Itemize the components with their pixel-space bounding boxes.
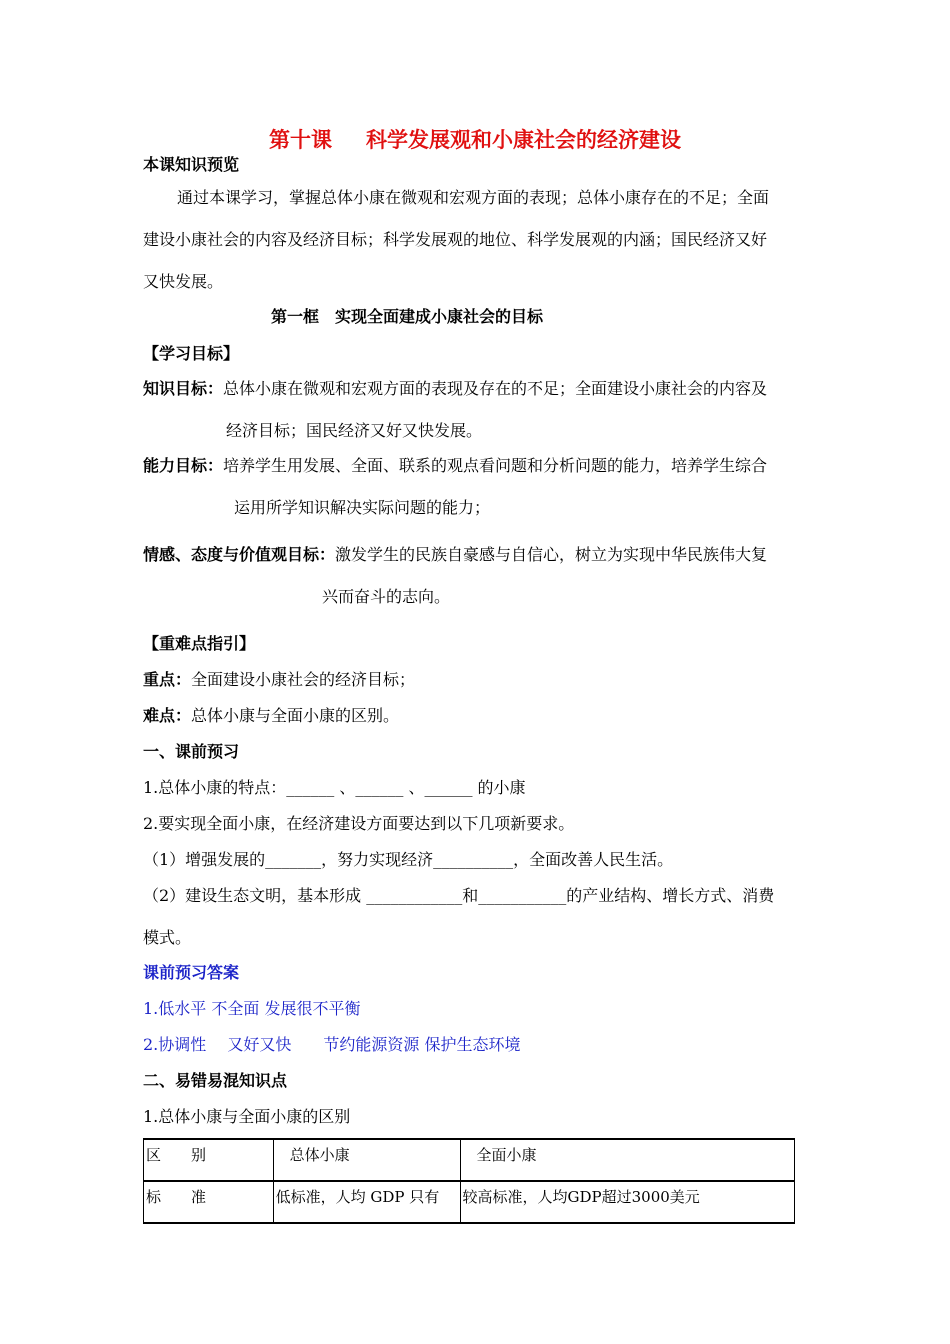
section-heading: 第一框 实现全面建成小康社会的目标: [271, 307, 544, 326]
question-2-2: （2）建设生态文明，基本形成 ____________和___________的产业结构、增长方式、消费: [143, 886, 775, 905]
knowledge-goal-cont: 经济目标；国民经济又好又快发展。: [226, 421, 483, 440]
emotion-goal-label: 情感、态度与价值观目标：: [143, 545, 336, 564]
table-header-cell: 区 别: [144, 1139, 274, 1181]
question-2: 2.要实现全面小康，在经济建设方面要达到以下几项新要求。: [143, 814, 575, 833]
focus-point: [143, 670, 415, 690]
emotion-goal-cont: 兴而奋斗的志向。: [322, 587, 451, 606]
emotion-goal: [143, 545, 767, 565]
confusing-section-heading: 二、易错易混知识点: [143, 1071, 288, 1090]
preview-line-2: 建设小康社会的内容及经济目标；科学发展观的地位、科学发展观的内涵；国民经济又好: [143, 230, 768, 249]
difficulty-point: [143, 706, 399, 726]
question-2-2-cont: 模式。: [143, 928, 192, 947]
table-header-cell: 总体小康: [273, 1139, 460, 1181]
preview-line-3: 又快发展。: [143, 272, 224, 291]
lesson-number: 第十课: [269, 128, 332, 152]
difficulty-label: 难点：: [143, 706, 192, 725]
table-cell: 低标准，人均 GDP 只有: [273, 1181, 460, 1223]
emotion-goal-text: 激发学生的民族自豪感与自信心，树立为实现中华民族伟大复: [335, 545, 768, 564]
ability-goal-cont: 运用所学知识解决实际问题的能力；: [234, 498, 491, 517]
confusing-item-1: 1.总体小康与全面小康的区别: [143, 1107, 351, 1126]
table-cell: 较高标准，人均GDP超过3000美元: [460, 1181, 794, 1223]
answer-2: 2.协调性 又好又快 节约能源资源 保护生态环境: [143, 1035, 521, 1054]
preview-section-heading: 一、课前预习: [143, 742, 240, 761]
answer-1: 1.低水平 不全面 发展很不平衡: [143, 999, 361, 1018]
focus-label: 重点：: [143, 670, 192, 689]
knowledge-goal: [143, 379, 767, 399]
lesson-title: [0, 124, 950, 154]
table-row: [144, 1181, 795, 1223]
ability-goal-text: 培养学生用发展、全面、联系的观点看问题和分析问题的能力，培养学生综合: [223, 456, 768, 475]
keypoints-heading: 【重难点指引】: [143, 634, 256, 653]
preview-line-1: 通过本课学习，掌握总体小康在微观和宏观方面的表现；总体小康存在的不足；全面: [177, 188, 770, 207]
table-cell: 标 准: [144, 1181, 274, 1223]
question-2-1: （1）增强发展的_______，努力实现经济__________，全面改善人民生活。: [143, 850, 674, 869]
difficulty-text: 总体小康与全面小康的区别。: [191, 706, 400, 725]
ability-goal: [143, 456, 767, 476]
knowledge-goal-text: 总体小康在微观和宏观方面的表现及存在的不足；全面建设小康社会的内容及: [223, 379, 768, 398]
preview-heading: 本课知识预览: [143, 155, 240, 174]
knowledge-goal-label: 知识目标：: [143, 379, 224, 398]
focus-text: 全面建设小康社会的经济目标；: [191, 670, 416, 689]
answer-heading: 课前预习答案: [143, 963, 240, 982]
ability-goal-label: 能力目标：: [143, 456, 224, 475]
question-1: 1.总体小康的特点：______ 、______ 、______ 的小康: [143, 778, 526, 797]
table-header-row: [144, 1139, 795, 1181]
comparison-table: [143, 1138, 795, 1224]
goals-heading: 【学习目标】: [143, 344, 240, 363]
lesson-name: 科学发展观和小康社会的经济建设: [366, 128, 681, 152]
table-header-cell: 全面小康: [460, 1139, 794, 1181]
